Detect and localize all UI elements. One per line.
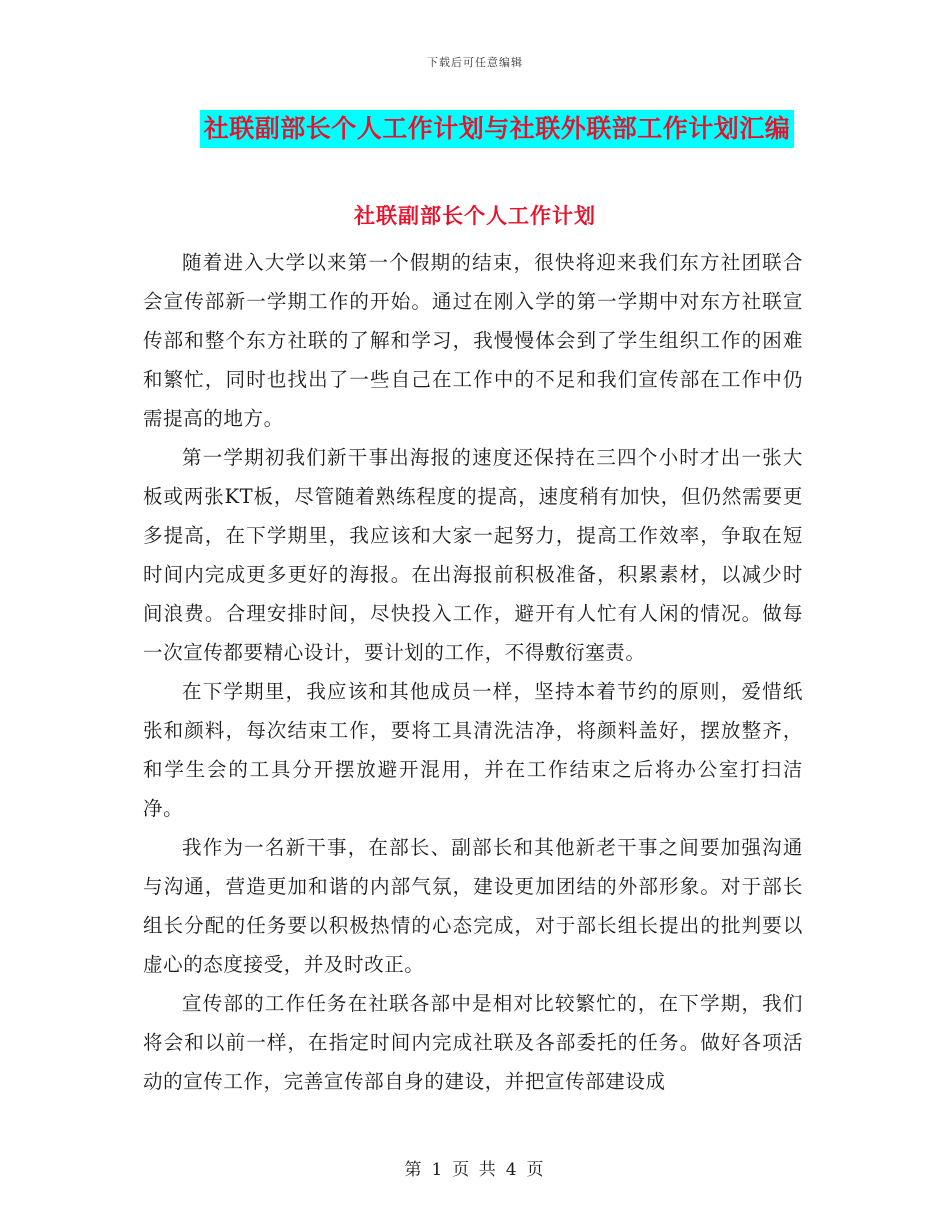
paragraph-4: 我作为一名新干事，在部长、副部长和其他新老干事之间要加强沟通与沟通，营造更加和谐的内部气氛，建设更加团结的外部形象。对于部长组长分配的任务要以积极热情的心态完成，对于部长组长提出的批判要以虚心的态度接受，并及时改正。 (143, 836, 803, 976)
paragraph-1: 随着进入大学以来第一个假期的结束，很快将迎来我们东方社团联合会宣传部新一学期工作的开始。通过在刚入学的第一学期中对东方社联宣传部和整个东方社联的了解和学习，我慢慢体会到了学生组织工作的困难和繁忙，同时也找出了一些自己在工作中的不足和我们宣传部在工作中仍需提高的地方。 (143, 251, 803, 430)
paragraph-5: 宣传部的工作任务在社联各部中是相对比较繁忙的，在下学期，我们将会和以前一样，在指定时间内完成社联及各部委托的任务。做好各项活动的宣传工作，完善宣传部自身的建设，并把宣传部建设成 (143, 992, 803, 1093)
main-title-container (0, 110, 950, 148)
paragraph-3: 在下学期里，我应该和其他成员一样，坚持本着节约的原则，爱惜纸张和颜料，每次结束工作，要将工具清洗洁净，将颜料盖好，摆放整齐，和学生会的工具分开摆放避开混用，并在工作结束之后将办公室打扫洁净。 (143, 680, 803, 820)
footer-middle: 页 共 (452, 1160, 498, 1180)
section-title: 社联副部长个人工作计划 (354, 203, 596, 228)
page-footer (0, 1155, 950, 1180)
page-header-note: 下载后可任意编辑 (427, 56, 523, 69)
footer-page-number: 1 (431, 1160, 445, 1180)
body-text (143, 243, 803, 1101)
footer-suffix: 页 (526, 1160, 546, 1180)
footer-total-pages: 4 (505, 1160, 519, 1180)
main-title: 社联副部长个人工作计划与社联外联部工作计划汇编 (200, 110, 795, 148)
footer-prefix: 第 (404, 1160, 424, 1180)
paragraph-2: 第一学期初我们新干事出海报的速度还保持在三四个小时才出一张大板或两张KT板，尽管随着熟练程度的提高，速度稍有加快，但仍然需要更多提高，在下学期里，我应该和大家一起努力，提高工作效率，争取在短时间内完成更多更好的海报。在出海报前积极准备，积累素材，以减少时间浪费。合理安排时间，尽快投入工作，避开有人忙有人闲的情况。做每一次宣传都要精心设计，要计划的工作，不得敷衍塞责。 (143, 446, 803, 664)
